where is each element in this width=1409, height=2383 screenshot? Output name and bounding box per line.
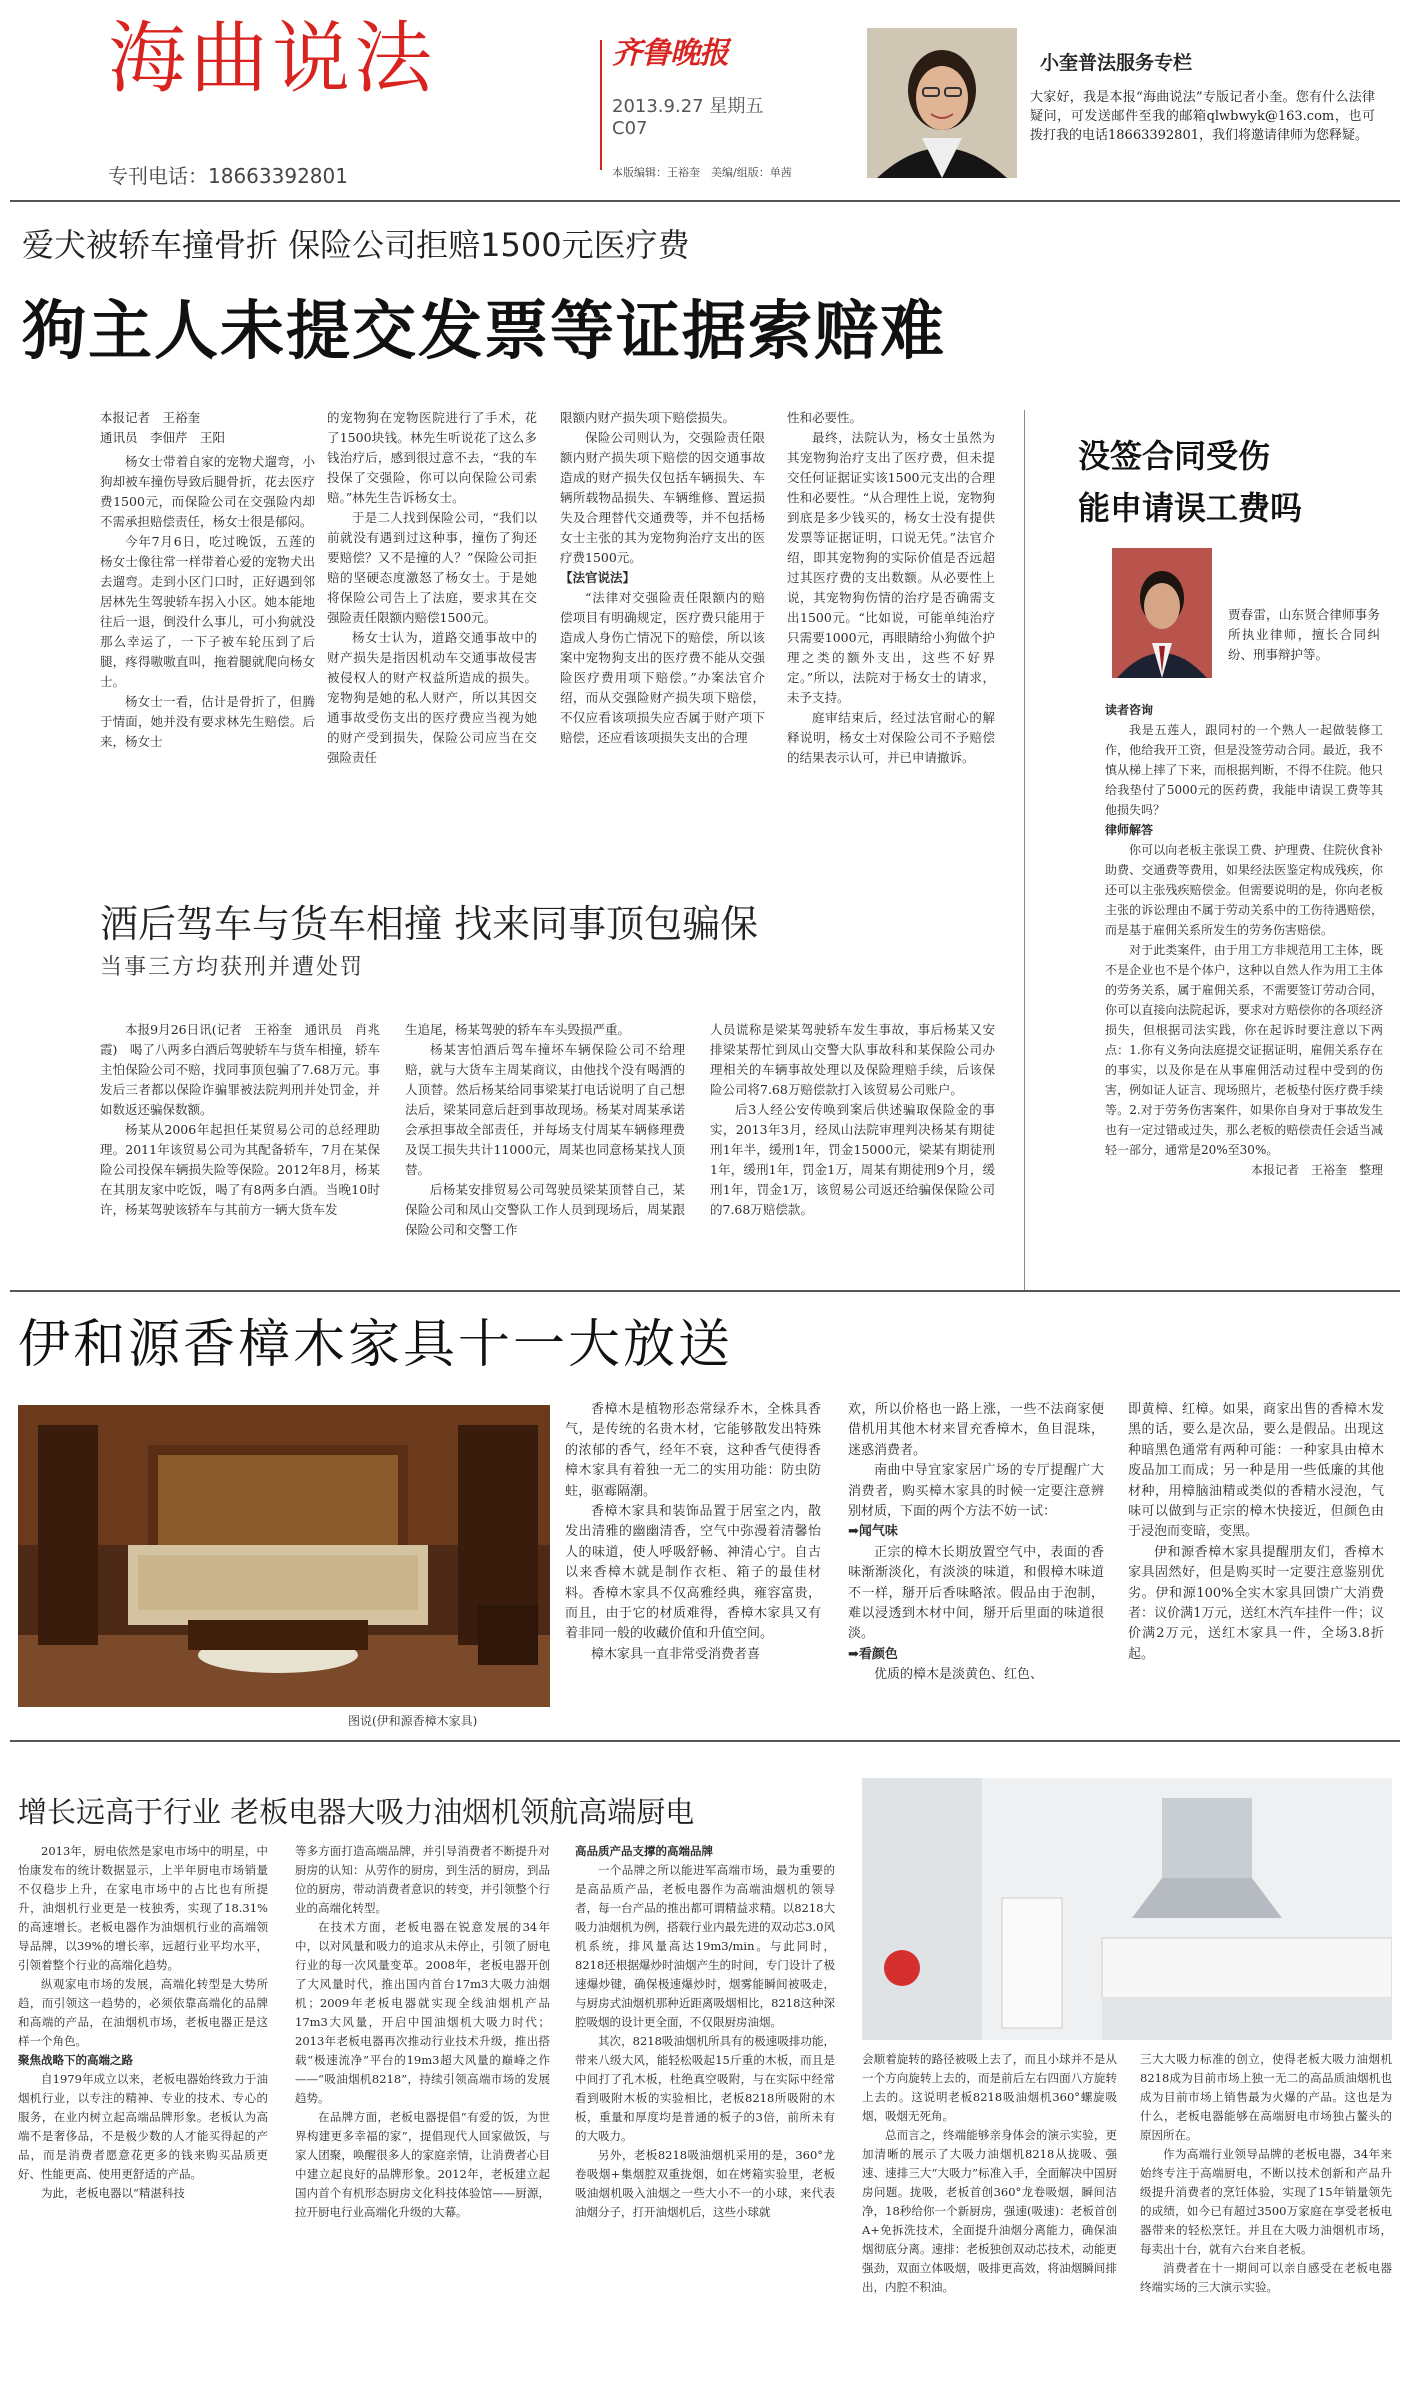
article1-byline: [100, 408, 225, 448]
page-code: C07: [612, 118, 648, 139]
ad2-col5: [1140, 2050, 1392, 2297]
paragraph: 南曲中导宜家家居广场的专厅提醒广大消费者，购买樟木家具的时候一定要注意辨别材质，下面的两个方法不妨一试：: [848, 1463, 1104, 1520]
hotline: 专刊电话：18663392801: [108, 164, 348, 188]
paragraph: 在品牌方面，老板电器提倡“有爱的饭，为世界构建更多幸福的家”，提倡现代人回家做饭，与家人团聚，唤醒很多人的家庭亲情，让消费者心目中建立起良好的品牌形象。2012年，老板建立起国内首个有机形态厨房文化科技体验馆——厨源，拉开厨电行业高端化升级的大幕。: [295, 2110, 550, 2219]
paragraph: “法律对交强险责任限额内的赔偿项目有明确规定，医疗费只能用于造成人身伤亡情况下的赔偿，所以该案中宠物狗支出的医疗费不能从交强险医疗费用项下赔偿。”办案法官介绍，而从交强险财产损失项下赔偿，不仅应看该项损失应否属于财产项下赔偿，还应看该项损失支出的合理: [560, 590, 765, 745]
paragraph: 最终，法院认为，杨女士虽然为其宠物狗治疗支出了医疗费，但未提交任何证据证实该1500元支出的合理性和必要性。“从合理性上说，宠物狗到底是多少钱买的，杨女士没有提供发票等证据证明，口说无凭。”法官介绍，即其宠物狗的实际价值是否远超过其医疗费的支出数额。从必要性上说，其宠物狗伤情的治疗是否确需支出1500元。“比如说，可能单纯治疗只需要1000元，再眼睛给小狗做个护理之类的额外支出，这些不好界定。”所以，法院对于杨女士的请求，未予支持。: [787, 430, 995, 705]
editors-line: 本版编辑：王裕奎 美编/组版：单茜: [612, 166, 792, 179]
paragraph: 后杨某安排贸易公司驾驶员梁某顶替自己，某保险公司和凤山交警队工作人员到现场后，周某跟保险公司和交警工作: [405, 1182, 685, 1237]
ad2-col2: [295, 1842, 550, 2222]
paragraph: 在技术方面，老板电器在锐意发展的34年中，以对风量和吸力的追求从未停止，引领了厨电行业的每一次风量变革。2008年，老板电器开创了大风量时代，推出国内首台17m3大吸力油烟机；2009年老板电器就实现全线油烟机产品17m3大风量，开启中国油烟机大吸力时代；2013年老板电器再次推动行业技术升级，推出搭载“极速流净”平台的19m3超大风量的巅峰之作——“吸油烟机8218”，持续引领高端市场的发展趋势。: [295, 1920, 550, 2105]
article2-col3: [710, 1020, 995, 1220]
page-title: 海曲说法: [108, 14, 437, 104]
column-box-text: 大家好，我是本报“海曲说法”专版记者小奎。您有什么法律疑问，可发送邮件至我的邮箱qlwbwyk@163.com，也可拨打我的电话18663392801，我们将邀请律师为您释疑。: [1030, 90, 1375, 143]
paragraph: 今年7月6日，吃过晚饭，五莲的杨女士像往常一样带着心爱的宠物犬出去遛弯。走到小区门口时，正好遇到邻居林先生驾驶轿车拐入小区。她本能地往后一退，倒没什么事儿，可小狗就没那么幸运了，一下子被车轮压到了后腿，疼得嗷嗷直叫，拖着腿就爬向杨女士。: [100, 534, 315, 689]
paragraph: 于是二人找到保险公司，“我们以前就没有遇到过这种事，撞伤了狗还要赔偿？又不是撞的人？”保险公司拒赔的坚硬态度激怒了杨女士。于是她将保险公司告上了法庭，要求其在交强险责任限额内赔偿1500元。: [327, 510, 537, 625]
qa-label: 律师解答: [1105, 823, 1154, 837]
article1-subtitle: 爱犬被轿车撞骨折 保险公司拒赔1500元医疗费: [22, 226, 690, 264]
paragraph: 三大大吸力标准的创立，使得老板大吸力油烟机8218成为目前市场上独一无二的高品质油烟机也成为目前市场上销售最为火爆的产品。这也是为什么，老板电器能够在高端厨电市场独占鳌头的原因所在。: [1140, 2052, 1392, 2142]
ad2-headline: 增长远高于行业 老板电器大吸力油烟机领航高端厨电: [18, 1795, 695, 1829]
section-label: ➡看颜色: [848, 1646, 898, 1662]
paragraph: 香樟木家具和装饰品置于居室之内，散发出清雅的幽幽清香，空气中弥漫着清馨怡人的味道，使人呼吸舒畅、神清心宁。自古以来香樟木就是制作衣柜、箱子的最佳材料。香樟木家具不仅高雅经典，雍容富贵，而且，由于它的材质难得，香樟木家具又有着非同一般的收藏价值和升值空间。: [565, 1504, 821, 1642]
column-divider: [1024, 410, 1025, 1290]
qa-label: 读者咨询: [1105, 703, 1154, 717]
paragraph: 一个品牌之所以能进军高端市场，最为重要的是高品质产品，老板电器作为高端油烟机的领导者，每一台产品的推出都可谓精益求精。以8218大吸力油烟机为例，搭载行业内最先进的双动芯3.0风机系统，排风量高达19m3/min。与此同时，8218还根据爆炒时油烟产生的时间，专门设计了极速爆炒键，确保极速爆炒时，烟雾能瞬间被吸走，与厨房式油烟机那种近距离吸烟相比，8218这种深腔吸烟的设计更全面，不仅限厨房油烟。: [575, 1863, 835, 2029]
rule: [10, 1290, 1400, 1292]
question: 我是五莲人，跟同村的一个熟人一起做装修工作，他给我开工资，但是没签劳动合同。最近，我不慎从梯上摔了下来，而根据判断，不得不住院。他只给我垫付了5000元的医药费，我能申请误工费等其他损失吗？: [1105, 723, 1383, 817]
photo-caption: 图说(伊和源香樟木家具): [348, 1714, 478, 1728]
article2-col2: [405, 1020, 685, 1240]
paragraph: 后3人经公安传唤到案后供述骗取保险金的事实，2013年3月，经凤山法院审理判决杨某有期徒刑1年半，缓刑1年，罚金15000元，梁某有期徒刑1年，缓刑1年，罚金1万，周某有期徒刑9个月，缓刑1年，罚金1万，该贸易公司返还给骗保保险公司的7.68万赔偿款。: [710, 1102, 995, 1217]
rule: [10, 200, 1400, 202]
ad2-col4: [862, 2050, 1117, 2297]
newspaper-logo: 齐鲁晚报: [612, 36, 728, 71]
paragraph: 纵观家电市场的发展，高端化转型是大势所趋，而引领这一趋势的，必须依靠高端化的品牌和高端的产品，在油烟机市场，老板电器正是这样一个角色。: [18, 1977, 268, 2048]
reporter-photo: [867, 28, 1017, 178]
column-box: [1020, 40, 1380, 180]
paragraph: 生追尾，杨某驾驶的轿车车头毁损严重。: [405, 1022, 631, 1037]
paragraph: 其次，8218吸油烟机所具有的极速吸排功能，带来八级大风，能轻松吸起15斤重的木板，而且是中间打了孔木板，杜绝真空吸附，与在实际中经常看到吸附木板的实验相比，老板8218所吸附的木板，重量和厚度均是普通的板子的3倍，前所未有的大吸力。: [575, 2034, 835, 2143]
date-line: 2013.9.27 星期五: [612, 96, 764, 117]
answer: 对于此类案件，由于用工方非规范用工主体，既不是企业也不是个体户，这种以自然人作为用工主体的劳务关系，属于雇佣关系，不需要签订劳动合同，你可以直接向法院起诉，要求对方赔偿你的各项经济损失，但根据司法实践，你在起诉时要注意以下两点：1.你有义务向法庭提交证据证明，雇佣关系存在的事实，以及你是在从事雇佣活动过程中受到的伤害，例如证人证言、现场照片，老板垫付医疗费手续等。2.对于劳务伤害案件，如果你自身对于事故发生也有一定过错或过失，那么老板的赔偿责任会适当减轻一部分，通常是20%至30%。: [1105, 943, 1383, 1157]
article1-col2: [327, 408, 537, 768]
paragraph: 伊和源香樟木家具提醒朋友们，香樟木家具固然好，但是购买时一定要注意鉴别优劣。伊和源100%全实木家具回馈广大消费者：议价满1万元，送红木汽车挂件一件；议价满2万元，送红木家具一件，全场3.8折起。: [1128, 1544, 1384, 1662]
rule: [10, 1740, 1400, 1742]
answer: 你可以向老板主张误工费、护理费、住院伙食补助费、交通费等费用，如果经法医鉴定构成残疾，你还可以主张残疾赔偿金。但需要说明的是，你向老板主张的诉讼理由不属于劳动关系中的工伤待遇赔偿，而是基于雇佣关系所发生的劳务伤害赔偿。: [1105, 843, 1383, 937]
ad1-col3: [1128, 1400, 1384, 1665]
section-label: ➡闻气味: [848, 1524, 898, 1540]
article1-headline: 狗主人未提交发票等证据索赔难: [22, 295, 946, 369]
paragraph: 限额内财产损失项下赔偿损失。: [560, 410, 736, 425]
article3-headline: [1078, 430, 1302, 534]
paragraph: 保险公司则认为，交强险责任限额内财产损失项下赔偿的因交通事故造成的财产损失仅包括车辆损失、车辆所载物品损失、车辆维修、置运损失及合理替代交通费等，并不包括杨女士主张的其为宠物狗治疗支出的医疗费1500元。: [560, 430, 765, 565]
paragraph: 会顺着旋转的路径被吸上去了，而且小球并不是从一个方向旋转上去的，而是前后左右四面八方旋转上去的。这说明老板8218吸油烟机360°螺旋吸烟，吸烟无死角。: [862, 2052, 1117, 2123]
article1-col4: [787, 408, 995, 768]
article2-col1: [100, 1020, 380, 1220]
paragraph: 庭审结束后，经过法官耐心的解释说明，杨女士对保险公司不予赔偿的结果表示认可，并已申请撤诉。: [787, 710, 995, 765]
section-label: 【法官说法】: [560, 570, 636, 585]
ad2-col1: [18, 1842, 268, 2203]
paragraph: 性和必要性。: [787, 410, 863, 425]
ad2-col3: [575, 1842, 835, 2222]
article3-body: [1105, 700, 1383, 1180]
paragraph: 正宗的樟木长期放置空气中，表面的香味渐渐淡化，有淡淡的味道，和假樟木味道不一样，掰开后香味略浓。假品由于泡制，难以浸透到木材中间，掰开后里面的味道很淡。: [848, 1544, 1104, 1642]
paragraph: 樟木家具一直非常受消费者喜: [591, 1646, 761, 1662]
article1-col1: [100, 452, 315, 752]
byline-reporter: 本报记者 王裕奎: [100, 410, 201, 425]
headline-line: 能申请误工费吗: [1078, 489, 1303, 527]
paragraph: 人员谎称是梁某驾驶轿车发生事故，事后杨某又安排梁某帮忙到凤山交警大队事故科和某保险公司办理相关的车辆事故处理以及保险理赔手续，后该保险公司将7.68万赔偿款打入该贸易公司账户。: [710, 1022, 995, 1097]
paragraph: 即黄樟、红樟。如果，商家出售的香樟木发黑的话，要么是次品，要么是假品。出现这种暗黑色通常有两种可能：一种家具由樟木废品加工而成；另一种是用一些低廉的其他材种，用樟脑油精或类似的香精水浸泡，气味可以做到与正宗的樟木快接近，但颜色由于浸泡而变暗，变黑。: [1128, 1402, 1384, 1540]
paragraph: 的宠物狗在宠物医院进行了手术，花了1500块钱。林先生听说花了这么多钱治疗后，感到很过意不去，“我的车投保了交强险，你可以向保险公司索赔。”林先生告诉杨女士。: [327, 410, 537, 505]
ad1-headline: 伊和源香樟木家具十一大放送: [18, 1315, 734, 1375]
paragraph: 等多方面打造高端品牌，并引导消费者不断提升对厨房的认知：从劳作的厨房，到生活的厨房，到品位的厨房，带动消费者意识的转变，并引领整个行业的高端化转型。: [295, 1844, 550, 1915]
paragraph: 2013年，厨电依然是家电市场中的明星，中怡康发布的统计数据显示，上半年厨电市场销量不仅稳步上升，在家电市场中的占比也有所提升，油烟机行业更是一枝独秀，实现了18.31%的高速增长。老板电器作为油烟机行业的高端领导品牌，以39%的增长率，远超行业平均水平，引领着整个行业的高端化趋势。: [18, 1844, 268, 1972]
paragraph: 杨女士一看，估计是骨折了，但腾于情面，她并没有要求林先生赔偿。后来，杨女士: [100, 694, 315, 749]
lawyer-intro: 贾春雷，山东贤合律师事务所执业律师，擅长合同纠纷、刑事辩护等。: [1228, 607, 1380, 662]
paragraph: 总而言之，终端能够亲身体会的演示实验，更加清晰的展示了大吸力油烟机8218从拢吸、强速、速排三大“大吸力”标准入手，全面解决中国厨房问题。拢吸，老板首创360°龙卷吸烟，瞬间洁净，18秒给你一个新厨房，强速(吸速)：老板首创A+免拆洗技术，全面提升油烟分离能力，确保油烟彻底分离。速排：老板独创双动芯技术，动能更强劲，双面立体吸烟，吸排更高效，将油烟瞬间排出，内腔不积油。: [862, 2128, 1117, 2294]
lawyer-photo: [1112, 548, 1212, 678]
section-label: 聚焦战略下的高端之路: [18, 2053, 133, 2067]
paragraph: 作为高端行业领导品牌的老板电器，34年来始终专注于高端厨电，不断以技术创新和产品升级提升消费者的烹饪体验，实现了15年销量领先的成绩，如今已有超过3500万家庭在享受老板电器带来的轻松烹饪。并且在大吸力油烟机市场，每卖出十台，就有六台来自老板。: [1140, 2147, 1392, 2256]
paragraph: 杨某害怕酒后驾车撞坏车辆保险公司不给理赔，就与大货车主周某商议，由他找个没有喝酒的人顶替。然后杨某给同事梁某打电话说明了自己想法后，梁某同意后赶到事故现场。杨某对周某承诺会承担事故全部责任，并每场支付周某车辆修理费及误工损失共计11000元，周某也同意杨某找人顶替。: [405, 1042, 685, 1177]
article2-headline: 酒后驾车与货车相撞 找来同事顶包骗保: [100, 902, 759, 946]
kitchen-photo: [862, 1778, 1392, 2040]
ad1-col2: [848, 1400, 1104, 1686]
paragraph: 自1979年成立以来，老板电器始终致力于油烟机行业，以专注的精神、专业的技术、专心的服务，在业内树立起高端品牌形象。老板认为高端不是奢侈品，不是极少数的人才能买得起的产品，而是消费者愿意花更多的钱来购买品质更好、性能更高、使用更舒适的产品。: [18, 2072, 268, 2181]
paragraph: 杨某从2006年起担任某贸易公司的总经理助理。2011年该贸易公司为其配备轿车，7月在某保险公司投保车辆损失险等保险。2012年8月，杨某在其朋友家中吃饭，喝了有8两多白酒。当晚10时许，杨某驾驶该轿车与其前方一辆大货车发: [100, 1122, 380, 1217]
paragraph: 另外，老板8218吸油烟机采用的是，360°龙卷吸烟+集烟腔双重拢烟，如在烤箱实验里，老板吸油烟机吸入油烟之一些大小不一的小球，来代表油烟分子，打开油烟机后，这些小球就: [575, 2148, 835, 2219]
paragraph: 为此，老板电器以“精湛科技: [41, 2186, 185, 2200]
furniture-photo: [18, 1405, 550, 1707]
paragraph: 消费者在十一期间可以亲自感受在老板电器终端实场的三大演示实验。: [1140, 2261, 1392, 2294]
article1-col3: [560, 408, 765, 748]
paragraph: 优质的樟木是淡黄色、红色、: [874, 1667, 1044, 1683]
column-box-title: 小奎普法服务专栏: [1040, 52, 1193, 74]
headline-line: 没签合同受伤: [1078, 437, 1271, 475]
article2-subtitle: 当事三方均获刑并遭处罚: [100, 955, 365, 980]
paragraph: 欢，所以价格也一路上涨，一些不法商家便借机用其他木材来冒充香樟木，鱼目混珠，迷惑消费者。: [848, 1402, 1104, 1458]
masthead-rule: [600, 40, 602, 170]
byline-correspondent: 通讯员 李佃芹 王阳: [100, 430, 226, 445]
section-label: 高品质产品支撑的高端品牌: [575, 1844, 713, 1858]
paragraph: 杨女士认为，道路交通事故中的财产损失是指因机动车交通事故侵害被侵权人的财产权益所造成的损失。宠物狗是她的私人财产，所以其因交通事故受伤支出的医疗费应当视为她的财产受到损失，保险公司应当在交强险责任: [327, 630, 537, 765]
ad1-col1: [565, 1400, 821, 1665]
paragraph: 杨女士带着自家的宠物犬遛弯，小狗却被车撞伤导致后腿骨折，花去医疗费1500元，而保险公司在交强险内却不需承担赔偿责任，杨女士很是郁闷。: [100, 454, 315, 529]
paragraph: 香樟木是植物形态常绿乔木，全株具香气，是传统的名贵木材，它能够散发出特殊的浓郁的香气，经年不衰，这种香气使得香樟木家具有着独一无二的实用功能：防虫防蛀，驱霉隔潮。: [565, 1402, 821, 1499]
sign: 本报记者 王裕奎 整理: [1250, 1163, 1383, 1177]
paragraph: 本报9月26日讯(记者 王裕奎 通讯员 肖兆霞) 喝了八两多白酒后驾驶轿车与货车相撞，轿车主怕保险公司不赔，找同事顶包骗了7.68万元。事发后三者都以保险诈骗罪被法院判刑并处罚金，并如数返还骗保数额。: [100, 1022, 380, 1117]
